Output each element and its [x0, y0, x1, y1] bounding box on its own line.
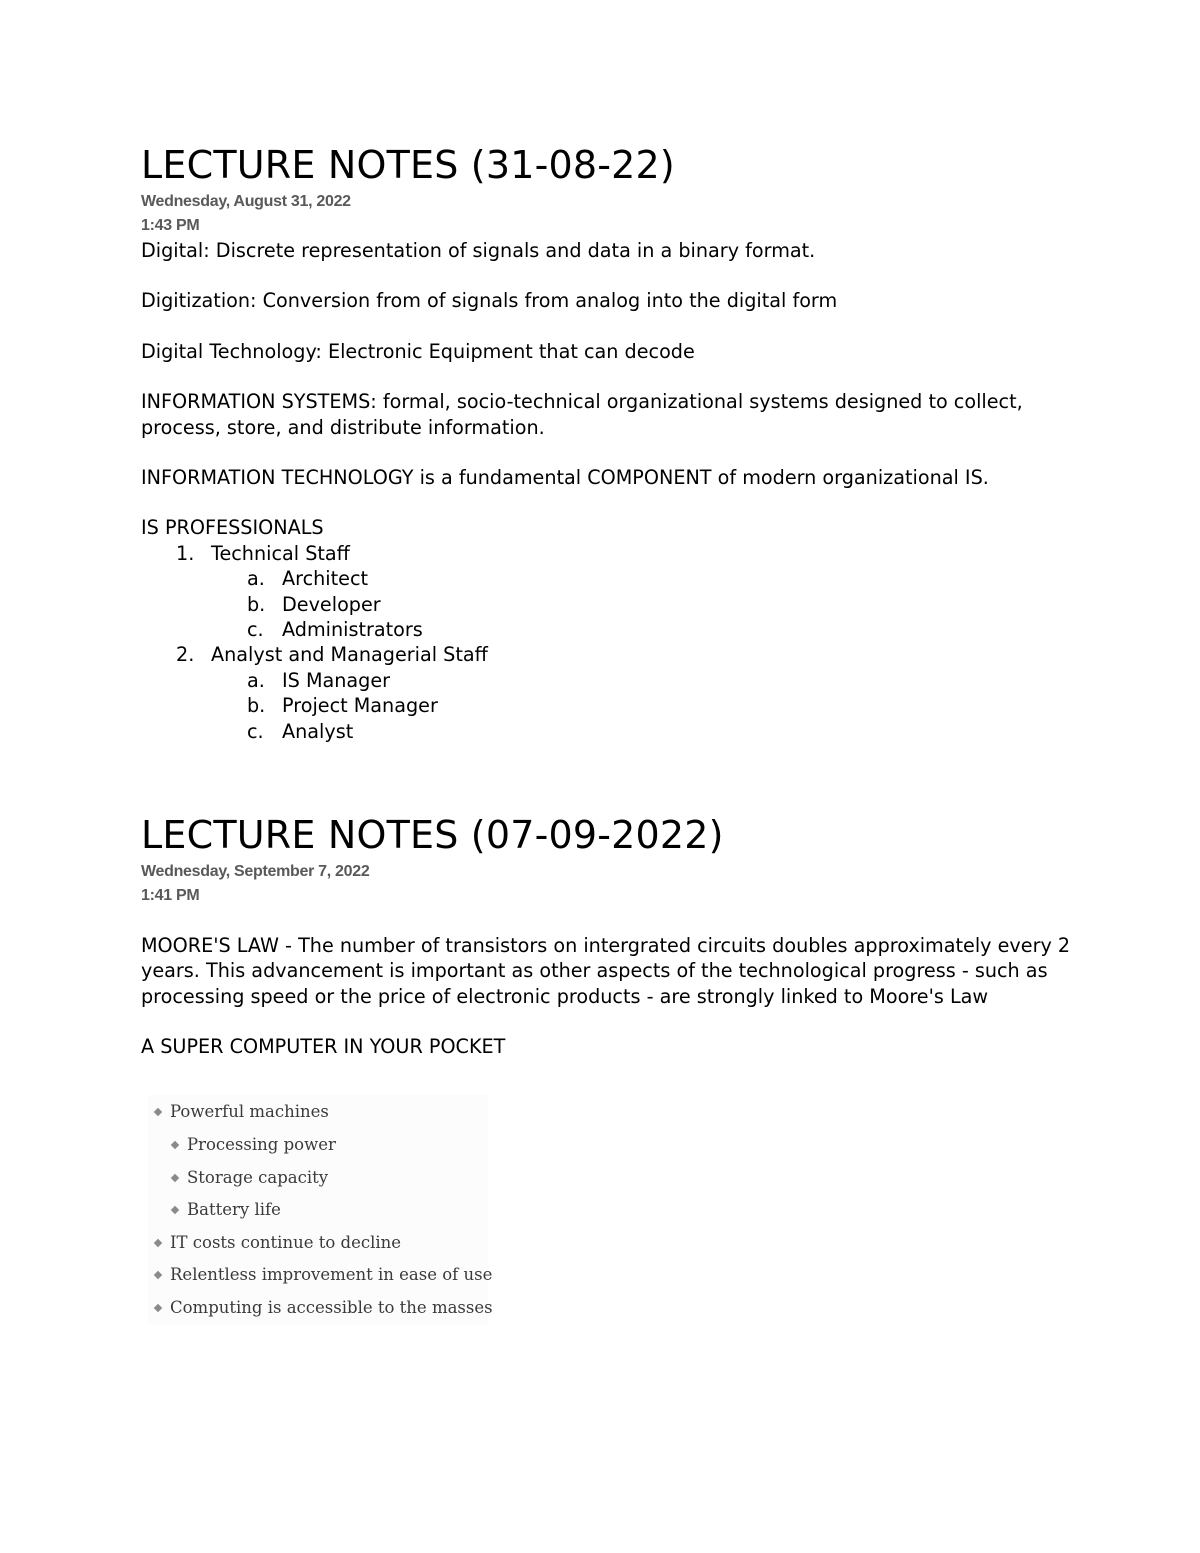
- sub-list: [211, 566, 1081, 642]
- paragraph-digitization: Digitization: Conversion from of signals from analog into the digital form: [141, 289, 838, 313]
- diamond-bullet-icon: [171, 1141, 179, 1149]
- note-time: 1:41 PM: [141, 887, 200, 904]
- sub-list-item-label: Administrators: [282, 618, 423, 642]
- diamond-bullet-icon: [171, 1174, 179, 1182]
- slide-bullet-text: Battery life: [187, 1200, 281, 1219]
- sub-list-item: [141, 668, 1081, 693]
- note-section-2: [141, 810, 1081, 1060]
- sub-list-item: [141, 693, 1081, 718]
- note-date: Wednesday, August 31, 2022: [141, 193, 351, 210]
- list-heading: IS PROFESSIONALS: [141, 516, 324, 540]
- list-marker: 2.: [176, 643, 195, 667]
- list-item: [141, 541, 1081, 643]
- paragraph-information-technology: INFORMATION TECHNOLOGY is a fundamental COMPONENT of modern organizational IS.: [141, 466, 989, 490]
- sub-list-item: [141, 719, 1081, 744]
- slide-bullet-text: Storage capacity: [187, 1168, 329, 1187]
- slide-bullet-text: Powerful machines: [170, 1102, 329, 1121]
- diamond-bullet-icon: [154, 1239, 162, 1247]
- slide-bullet: [155, 1297, 493, 1319]
- sub-list: [211, 668, 1081, 744]
- sub-list-item-label: Architect: [282, 567, 369, 591]
- paragraph-moores-law: MOORE'S LAW - The number of transistors on intergrated circuits doubles approximately every 2 years. This advancement is important as other aspects of the technological progress - such as processing speed or the price of electronic products - are strongly linked to Moore's Law: [141, 934, 1071, 1008]
- note-section-1: [141, 140, 1081, 744]
- list-marker: 1.: [176, 541, 195, 565]
- slide-bullet-text: Relentless improvement in ease of use: [170, 1265, 493, 1284]
- note-date: Wednesday, September 7, 2022: [141, 863, 370, 880]
- is-professionals-list: [141, 541, 1081, 744]
- slide-bullet-text: Processing power: [187, 1135, 336, 1154]
- paragraph-information-systems: INFORMATION SYSTEMS: formal, socio-technical organizational systems designed to collect, process, store, and distribute information.: [141, 390, 1023, 439]
- slide-bullet: [172, 1167, 328, 1189]
- slide-bullet: [172, 1199, 281, 1221]
- list-marker: b.: [247, 694, 266, 718]
- sub-list-item-label: IS Manager: [282, 668, 391, 692]
- paragraph-digital-technology: Digital Technology: Electronic Equipment that can decode: [141, 339, 695, 363]
- slide-bullet: [155, 1264, 492, 1286]
- note-time: 1:43 PM: [141, 217, 200, 234]
- list-item-label: Analyst and Managerial Staff: [211, 643, 488, 667]
- list-item: [141, 642, 1081, 744]
- note-title: LECTURE NOTES (07-09-2022): [141, 813, 724, 857]
- list-marker: a.: [247, 668, 265, 692]
- slide-image: [148, 1095, 493, 1325]
- slide-bullet-text: Computing is accessible to the masses: [170, 1298, 493, 1317]
- diamond-bullet-icon: [154, 1271, 162, 1279]
- note-title: LECTURE NOTES (31-08-22): [141, 143, 675, 187]
- diamond-bullet-icon: [171, 1206, 179, 1214]
- sub-list-item-label: Analyst: [282, 719, 354, 743]
- sub-list-item-label: Developer: [282, 592, 381, 616]
- slide-bullet: [155, 1101, 329, 1123]
- list-marker: a.: [247, 567, 265, 591]
- slide-bullet-text: IT costs continue to decline: [170, 1233, 402, 1252]
- slide-bullet: [172, 1134, 336, 1156]
- diamond-bullet-icon: [154, 1108, 162, 1116]
- list-marker: c.: [247, 618, 264, 642]
- paragraph-super-computer: A SUPER COMPUTER IN YOUR POCKET: [141, 1035, 506, 1059]
- list-item-label: Technical Staff: [211, 541, 350, 565]
- sub-list-item: [141, 592, 1081, 617]
- sub-list-item-label: Project Manager: [282, 694, 438, 718]
- list-marker: c.: [247, 719, 264, 743]
- list-marker: b.: [247, 592, 266, 616]
- sub-list-item: [141, 566, 1081, 591]
- sub-list-item: [141, 617, 1081, 642]
- paragraph-digital: Digital: Discrete representation of signals and data in a binary format.: [141, 239, 816, 262]
- slide-bullet: [155, 1232, 401, 1254]
- diamond-bullet-icon: [154, 1304, 162, 1312]
